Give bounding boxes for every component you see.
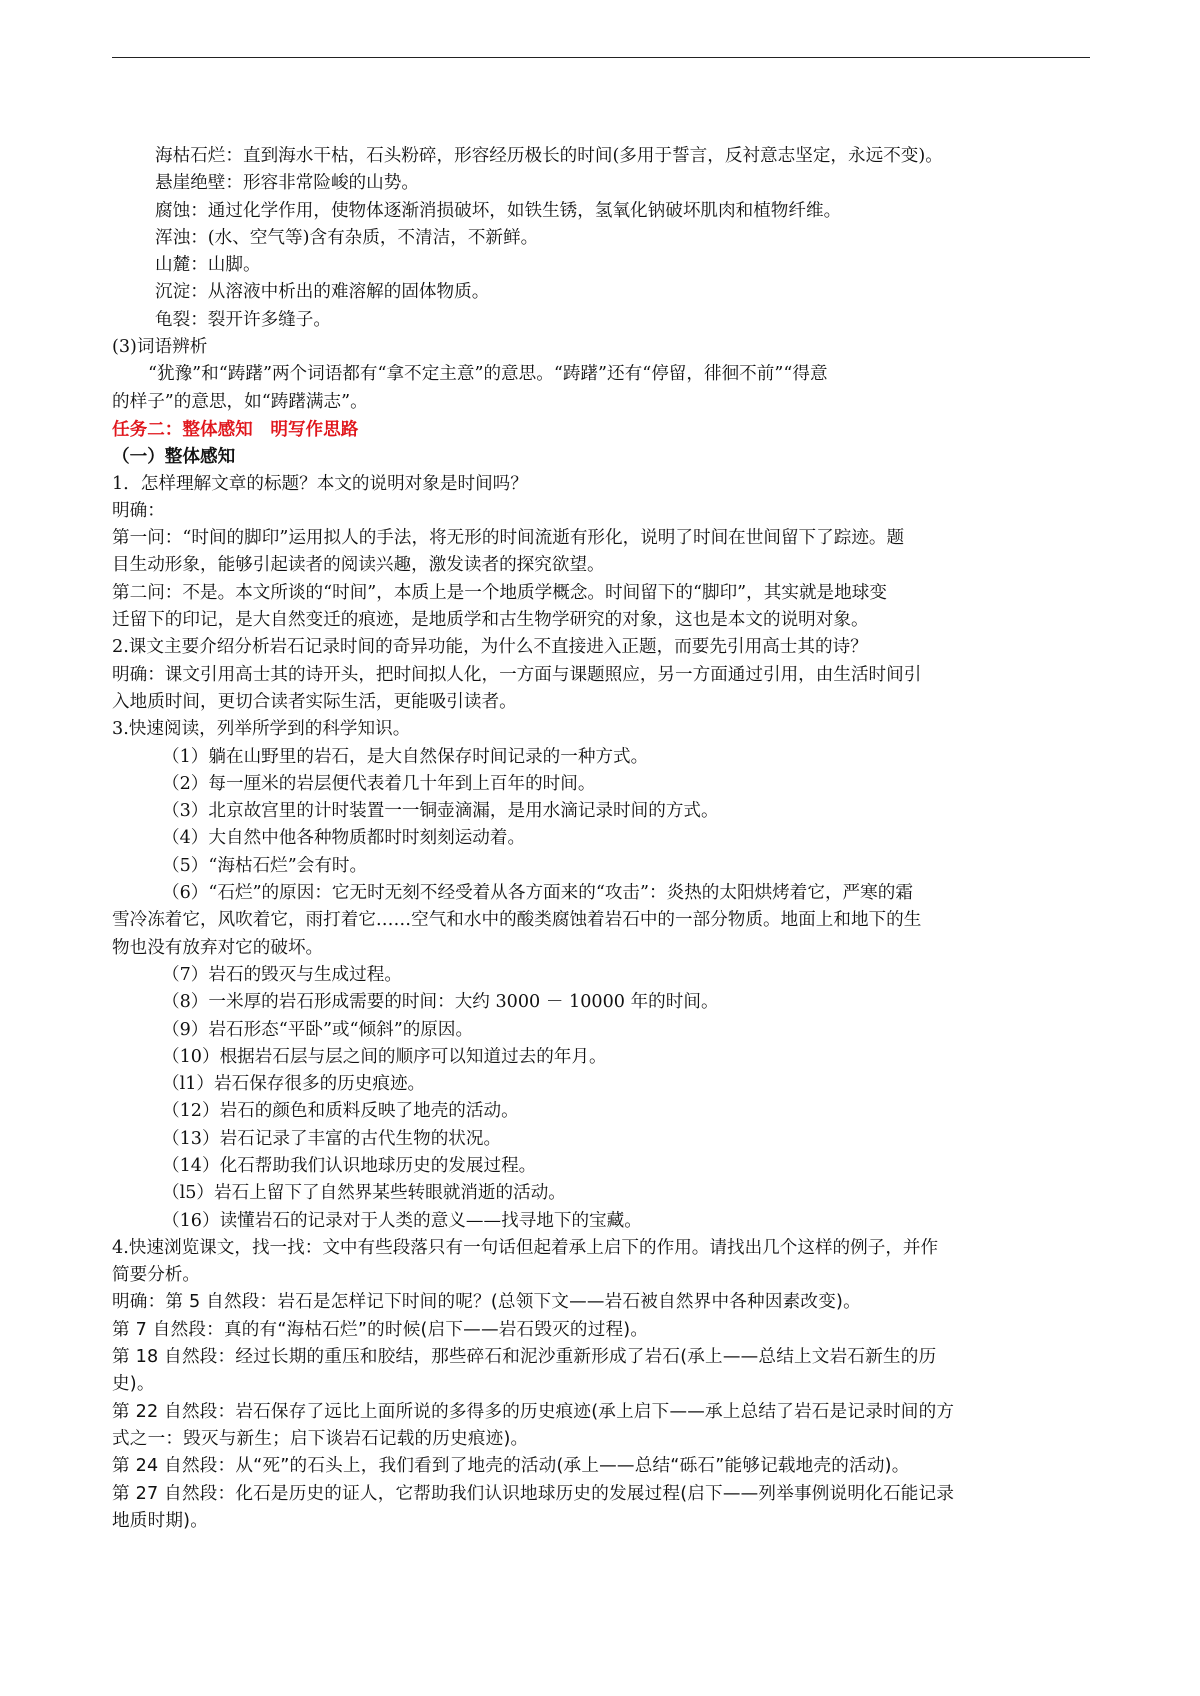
question: 4.快速浏览课文，找一找：文中有些段落只有一句话但起着承上启下的作用。请找出几个这样的例子，并作: [112, 1237, 939, 1258]
list-item: （9）岩石形态“平卧”或“倾斜”的原因。: [162, 1019, 474, 1040]
vocab-item: 龟裂：裂开许多缝子。: [155, 309, 331, 330]
list-item-continued: 雪冷冻着它，风吹着它，雨打着它……空气和水中的酸类腐蚀着岩石中的一部分物质。地面上和地下的生: [112, 910, 922, 931]
answer-line: 第 24 自然段：从“死”的石头上，我们看到了地壳的活动(承上——总结“砾石”能够记载地壳的活动)。: [112, 1456, 910, 1477]
answer-label: 明确：: [112, 500, 165, 521]
list-item: （14）化石帮助我们认识地球历史的发展过程。: [162, 1155, 537, 1176]
answer-line: 迁留下的印记，是大自然变迁的痕迹，是地质学和古生物学研究的对象，这也是本文的说明对象。: [112, 610, 869, 631]
list-item: （6）“石烂”的原因：它无时无刻不经受着从各方面来的“攻击”：炎热的太阳烘烤着它，严寒的霜: [162, 883, 913, 904]
vocab-item: 沉淀：从溶液中析出的难溶解的固体物质。: [155, 282, 490, 303]
question: 2.课文主要介绍分析岩石记录时间的奇异功能，为什么不直接进入正题，而要先引用高士其的诗？: [112, 637, 868, 658]
list-item: （12）岩石的颜色和质料反映了地壳的活动。: [162, 1101, 519, 1122]
answer-line: 明确：课文引用高士其的诗开头，把时间拟人化，一方面与课题照应，另一方面通过引用，由生活时间引: [112, 664, 922, 685]
list-item: （7）岩石的毁灭与生成过程。: [162, 964, 402, 985]
answer-line: 入地质时间，更切合读者实际生活，更能吸引读者。: [112, 691, 517, 712]
answer-line: 史)。: [112, 1374, 155, 1395]
vocab-item: 悬崖绝壁：形容非常险峻的山势。: [155, 173, 419, 194]
list-item: （16）读懂岩石的记录对于人类的意义——找寻地下的宝藏。: [162, 1210, 642, 1231]
answer-line: 第 22 自然段：岩石保存了远比上面所说的多得多的历史痕迹(承上启下——承上总结了岩石是记录时间的方: [112, 1401, 955, 1422]
document-body: [112, 143, 1092, 1535]
list-item: （4）大自然中他各种物质都时时刻刻运动着。: [162, 828, 526, 849]
answer-line: 第一问：“时间的脚印”运用拟人的手法，将无形的时间流逝有形化，说明了时间在世间留下了踪迹。题: [112, 528, 905, 549]
list-item: （1）躺在山野里的岩石，是大自然保存时间记录的一种方式。: [162, 746, 649, 767]
list-item: （10）根据岩石层与层之间的顺序可以知道过去的年月。: [162, 1046, 607, 1067]
answer-line: 目生动形象，能够引起读者的阅读兴趣，激发读者的探究欲望。: [112, 555, 605, 576]
answer-line: 地质时期)。: [112, 1510, 209, 1531]
list-item: （l5）岩石上留下了自然界某些转眼就消逝的活动。: [162, 1183, 566, 1204]
answer-line: 明确：第 5 自然段：岩石是怎样记下时间的呢？(总领下文——岩石被自然界中各种因素改变)。: [112, 1292, 861, 1313]
vocab-item: 海枯石烂：直到海水干枯，石头粉碎，形容经历极长的时间(多用于誓言，反衬意志坚定，永远不变)。: [155, 146, 943, 166]
list-item: （3）北京故宫里的计时装置一一铜壶滴漏，是用水滴记录时间的方式。: [162, 801, 719, 822]
question: 1．怎样理解文章的标题？本文的说明对象是时间吗？: [112, 473, 528, 494]
list-item: （13）岩石记录了丰富的古代生物的状况。: [162, 1128, 502, 1149]
header-rule: [112, 57, 1090, 58]
paragraph: “犹豫”和“踌躇”两个词语都有“拿不定主意”的意思。“踌躇”还有“停留，徘徊不前”“得意: [148, 364, 828, 385]
answer-line: 式之一：毁灭与新生；启下谈岩石记载的历史痕迹)。: [112, 1428, 529, 1449]
list-item-continued: 物也没有放弃对它的破坏。: [112, 937, 324, 958]
vocab-item: 腐蚀：通过化学作用，使物体逐渐消损破坏，如铁生锈，氢氧化钠破坏肌肉和植物纤维。: [155, 200, 842, 221]
answer-line: 第 27 自然段：化石是历史的证人，它帮助我们认识地球历史的发展过程(启下——列举事例说明化石能记录: [112, 1483, 955, 1504]
list-item: （l1）岩石保存很多的历史痕迹。: [162, 1074, 426, 1095]
list-item: （8）一米厚的岩石形成需要的时间：大约 3000 － 10000 年的时间。: [162, 992, 719, 1013]
list-item: （5）“海枯石烂”会有时。: [162, 855, 368, 876]
task-heading: 任务二：整体感知 明写作思路: [112, 418, 359, 440]
list-item: （2）每一厘米的岩层便代表着几十年到上百年的时间。: [162, 773, 596, 794]
paragraph: 的样子”的意思，如“踌躇满志”。: [112, 391, 368, 412]
answer-line: 第 18 自然段：经过长期的重压和胶结，那些碎石和泥沙重新形成了岩石(承上——总结上文岩石新生的历: [112, 1347, 937, 1368]
answer-line: 第二问：不是。本文所谈的“时间”，本质上是一个地质学概念。时间留下的“脚印”，其实就是地球变: [112, 582, 887, 603]
answer-line: 第 7 自然段：真的有“海枯石烂”的时候(启下——岩石毁灭的过程)。: [112, 1319, 649, 1340]
section-heading: (3)词语辨析: [112, 337, 208, 358]
question: 3.快速阅读，列举所学到的科学知识。: [112, 719, 411, 740]
vocab-item: 浑浊：(水、空气等)含有杂质，不清洁，不新鲜。: [155, 227, 539, 248]
vocab-item: 山麓：山脚。: [155, 255, 261, 276]
question-continued: 简要分析。: [112, 1265, 200, 1286]
sub-heading: （一）整体感知: [112, 446, 236, 468]
